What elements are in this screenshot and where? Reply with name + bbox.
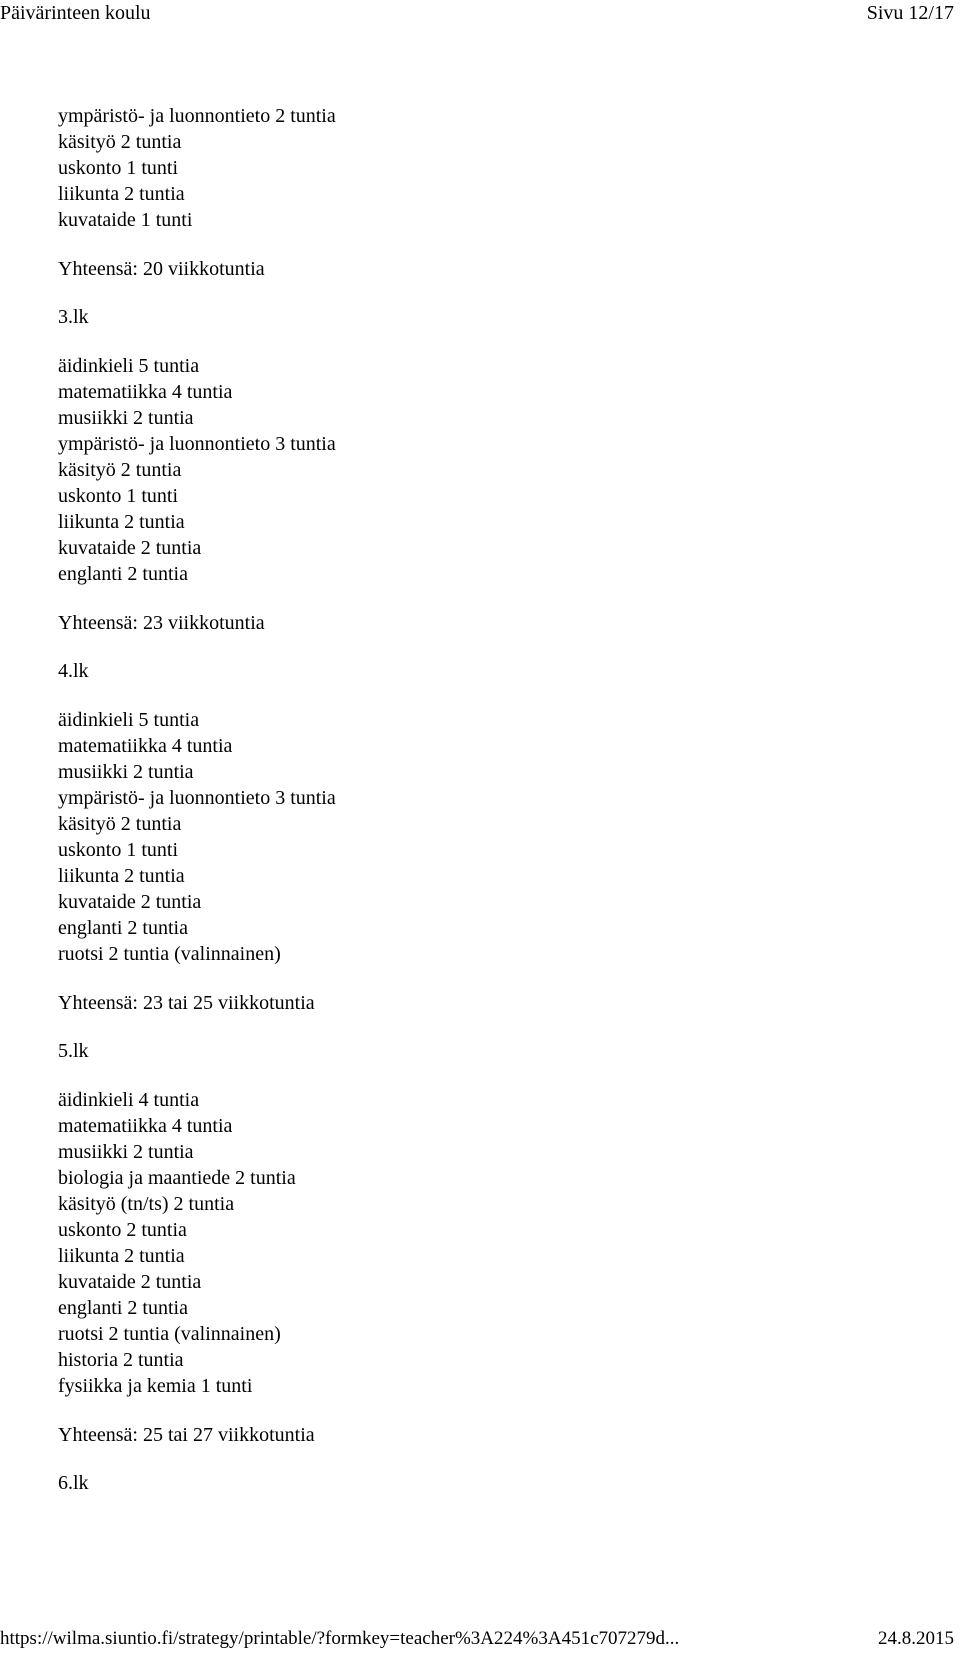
subject-line: uskonto 1 tunti	[58, 157, 179, 179]
subject-line: musiikki 2 tuntia	[58, 407, 194, 429]
page-footer	[0, 1626, 954, 1654]
subject-line: matematiikka 4 tuntia	[58, 735, 233, 757]
subject-line: fysiikka ja kemia 1 tunti	[58, 1375, 253, 1397]
document-body	[58, 103, 938, 1519]
subject-line: matematiikka 4 tuntia	[58, 381, 233, 403]
subject-line: käsityö 2 tuntia	[58, 131, 182, 153]
weekly-total: Yhteensä: 23 tai 25 viikkotuntia	[58, 992, 315, 1014]
subject-line: uskonto 1 tunti	[58, 839, 179, 861]
subject-line: kuvataide 1 tunti	[58, 209, 193, 231]
subject-line: musiikki 2 tuntia	[58, 761, 194, 783]
section-grade-4	[58, 658, 938, 1016]
subject-line: ruotsi 2 tuntia (valinnainen)	[58, 1323, 281, 1345]
school-name: Päivärinteen koulu	[0, 2, 151, 24]
page-header	[0, 0, 954, 28]
subject-line: musiikki 2 tuntia	[58, 1141, 194, 1163]
subject-line: äidinkieli 5 tuntia	[58, 355, 200, 377]
weekly-total: Yhteensä: 23 viikkotuntia	[58, 612, 265, 634]
subject-line: liikunta 2 tuntia	[58, 1245, 185, 1267]
subject-line: kuvataide 2 tuntia	[58, 891, 202, 913]
section-grade-2-continued	[58, 103, 938, 282]
subject-line: uskonto 2 tuntia	[58, 1219, 187, 1241]
grade-title: 4.lk	[58, 660, 89, 682]
section-grade-3	[58, 304, 938, 636]
subject-line: liikunta 2 tuntia	[58, 183, 185, 205]
subject-line: kuvataide 2 tuntia	[58, 537, 202, 559]
subject-line: äidinkieli 4 tuntia	[58, 1089, 200, 1111]
subject-line: biologia ja maantiede 2 tuntia	[58, 1167, 296, 1189]
subject-line: englanti 2 tuntia	[58, 1297, 188, 1319]
page-number: Sivu 12/17	[866, 2, 954, 24]
subject-line: liikunta 2 tuntia	[58, 511, 185, 533]
grade-title: 3.lk	[58, 306, 89, 328]
source-url: https://wilma.siuntio.fi/strategy/printable/?formkey=teacher%3A224%3A451c707279d...	[0, 1628, 680, 1649]
grade-title: 5.lk	[58, 1040, 89, 1062]
subject-line: ympäristö- ja luonnontieto 3 tuntia	[58, 433, 336, 455]
subject-line: käsityö 2 tuntia	[58, 813, 182, 835]
subject-line: englanti 2 tuntia	[58, 563, 188, 585]
weekly-total: Yhteensä: 25 tai 27 viikkotuntia	[58, 1424, 315, 1446]
subject-line: historia 2 tuntia	[58, 1349, 184, 1371]
subject-line: ympäristö- ja luonnontieto 2 tuntia	[58, 105, 336, 127]
subject-line: äidinkieli 5 tuntia	[58, 709, 200, 731]
print-date: 24.8.2015	[878, 1628, 954, 1649]
subject-line: käsityö 2 tuntia	[58, 459, 182, 481]
subject-line: liikunta 2 tuntia	[58, 865, 185, 887]
subject-line: käsityö (tn/ts) 2 tuntia	[58, 1193, 235, 1215]
subject-line: ruotsi 2 tuntia (valinnainen)	[58, 943, 281, 965]
subject-line: uskonto 1 tunti	[58, 485, 179, 507]
subject-line: englanti 2 tuntia	[58, 917, 188, 939]
weekly-total: Yhteensä: 20 viikkotuntia	[58, 258, 265, 280]
grade-title: 6.lk	[58, 1472, 89, 1494]
section-grade-6	[58, 1470, 938, 1496]
section-grade-5	[58, 1038, 938, 1448]
subject-line: kuvataide 2 tuntia	[58, 1271, 202, 1293]
subject-line: matematiikka 4 tuntia	[58, 1115, 233, 1137]
subject-line: ympäristö- ja luonnontieto 3 tuntia	[58, 787, 336, 809]
